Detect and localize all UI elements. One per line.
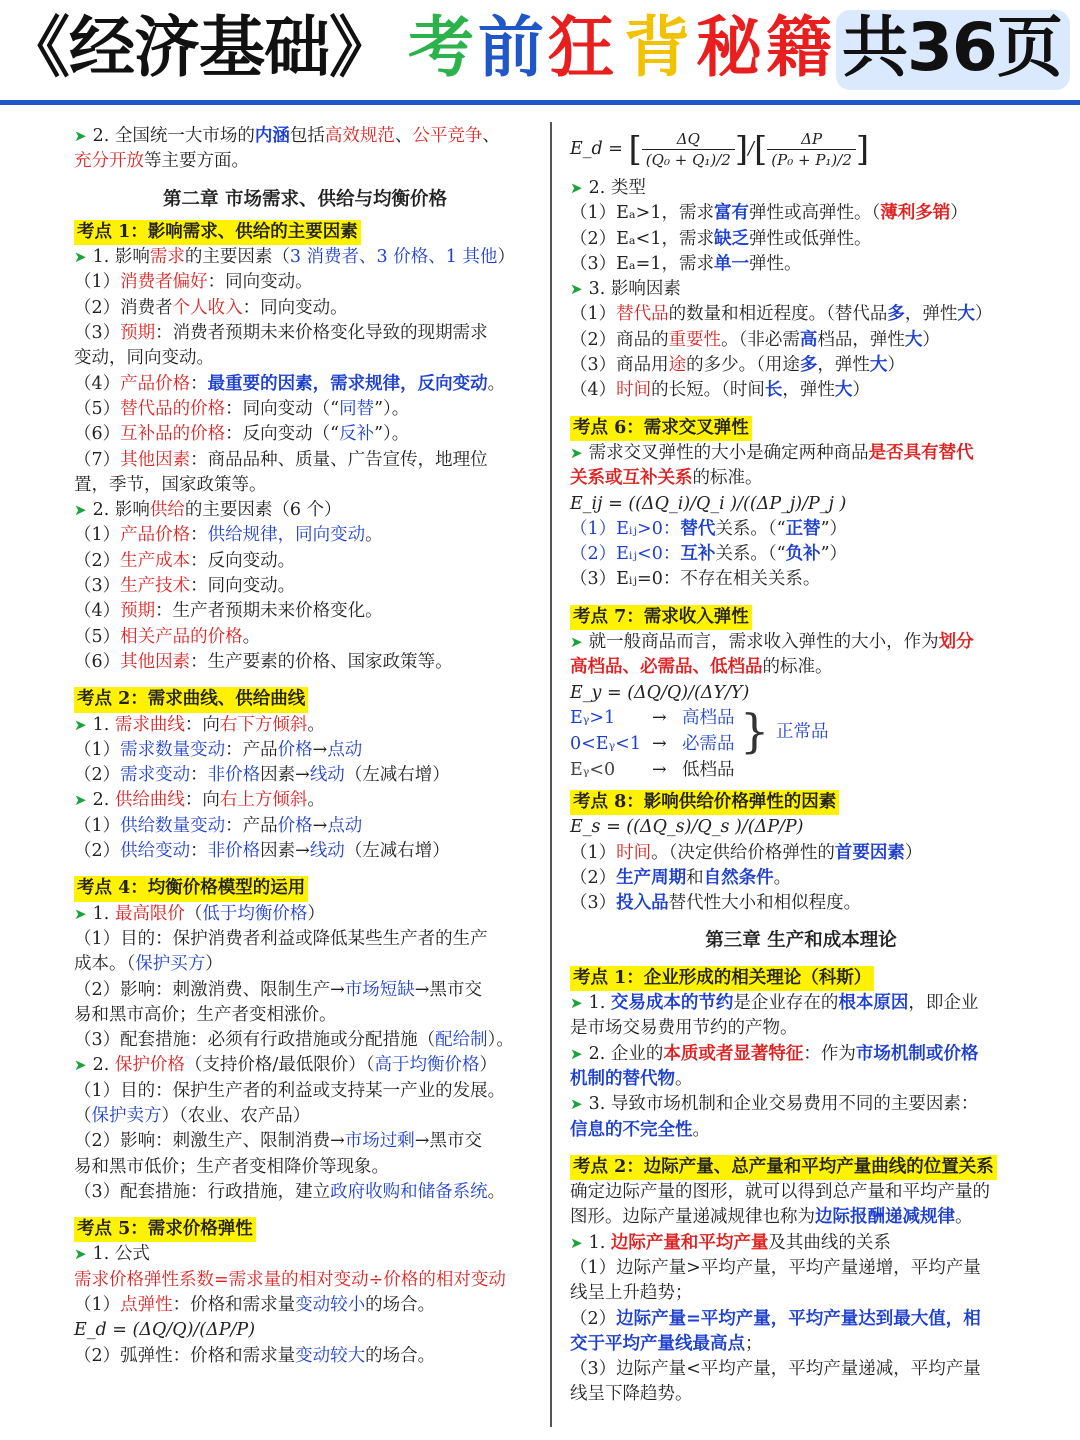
kd32-line: 图形。边际产量递减规律也称为边际报酬递减规律。 — [570, 1207, 973, 1228]
kd2-line: ➤ 1. 需求曲线：向右下方倾斜。 — [74, 714, 325, 735]
kd6-formula: E_ij = ((ΔQ_i)/Q_i )/((ΔP_j)/P_j ) — [570, 493, 847, 514]
kd4-line: 易和黑市低价；生产者变相降价等现象。 — [74, 1156, 389, 1177]
kd2-line: （2）需求变动：非价格因素→线动（左减右增） — [74, 765, 450, 786]
kd7-line: 高档品、必需品、低档品的标准。 — [570, 657, 833, 678]
arrow-icon: ➤ — [74, 791, 87, 810]
arrow-icon: ➤ — [570, 1044, 583, 1063]
kd32-line: 确定边际产量的图形，就可以得到总产量和平均产量的 — [570, 1182, 990, 1203]
title-char-kao: 考 — [408, 9, 473, 86]
kd6-line: （2）Eᵢⱼ<0：互补关系。（“负补”） — [570, 544, 848, 565]
brace-icon: } — [740, 703, 770, 758]
kd1-line: ➤ 1. 影响需求的主要因素（3 消费者、3 价格、1 其他） — [74, 247, 515, 268]
kd6-heading: 考点 6：需求交叉弹性 — [570, 416, 752, 441]
grade-normal: 正常品 — [776, 721, 829, 742]
kd4-line: 成本。（保护买方） — [74, 954, 223, 975]
income-elasticity-grades — [570, 703, 1032, 782]
kd1-line: （4）产品价格：最重要的因素，需求规律，反向变动。 — [74, 373, 506, 394]
kd5-line: ➤ 1. 公式 — [74, 1244, 150, 1265]
kd1-line: （2）消费者个人收入：同向变动。 — [74, 297, 348, 318]
grade-necessity: 必需品 — [682, 733, 735, 754]
types-line: （3）Eₐ=1，需求单一弹性。 — [570, 253, 802, 274]
kd31-line: 是市场交易费用节约的产物。 — [570, 1018, 798, 1039]
kd1-line: ➤ 2. 影响供给的主要因素（6 个） — [74, 500, 342, 521]
kd32-line: （1）边际产量>平均产量，平均产量递增，平均产量 — [570, 1257, 981, 1278]
kd4-line: （2）影响：刺激生产、限制消费→市场过剩→黑市交 — [74, 1131, 482, 1152]
title-char-bei: 背 — [624, 9, 689, 86]
kd1-line: （5）替代品的价格：同向变动（“同替”）。 — [74, 398, 410, 419]
title-char-ji: 籍 — [766, 9, 831, 86]
left-column — [74, 124, 536, 1369]
kd8-formula: E_s = ((ΔQ_s)/Q_s )/(ΔP/P) — [570, 817, 804, 838]
kd32-line: ➤ 1. 边际产量和平均产量及其曲线的关系 — [570, 1232, 891, 1253]
right-column — [570, 124, 1032, 1408]
arrow-right-icon: → — [652, 759, 667, 780]
kd5-formula: E_d = (ΔQ/Q)/(ΔP/P) — [74, 1320, 256, 1341]
title-char-qian: 前 — [478, 9, 543, 86]
factors-line: （3）商品用途的多少。（用途多，弹性大） — [570, 355, 905, 376]
intro-line: ➤ 2. 全国统一大市场的内涵包括高效规范、公平竞争、 — [74, 126, 500, 146]
kd4-line: （1）目的：保护生产者的利益或支持某一产业的发展。 — [74, 1080, 506, 1101]
arrow-right-icon: → — [652, 733, 667, 754]
factors-line: （2）商品的重要性。（非必需高档品，弹性大） — [570, 329, 940, 350]
kd4-line: ➤ 1. 最高限价（低于均衡价格） — [74, 903, 325, 924]
kd31-line: ➤ 3. 导致市场机制和企业交易费用不同的主要因素： — [570, 1094, 979, 1115]
arrow-icon: ➤ — [570, 633, 583, 652]
arrow-icon: ➤ — [570, 443, 583, 462]
kd2-line: ➤ 2. 供给曲线：向右上方倾斜。 — [74, 790, 325, 811]
kd7-formula: E_y = (ΔQ/Q)/(ΔY/Y) — [570, 682, 750, 703]
arrow-icon: ➤ — [570, 1095, 583, 1114]
kd31-line: 机制的替代物。 — [570, 1068, 693, 1089]
kd1-heading: 考点 1：影响需求、供给的主要因素 — [74, 220, 361, 245]
kd6-line: 关系或互补关系的标准。 — [570, 468, 763, 489]
kd8-line: （1）时间。（决定供给价格弹性的首要因素） — [570, 842, 923, 863]
types-line: （2）Eₐ<1，需求缺乏弹性或低弹性。 — [570, 228, 872, 249]
kd2-line: （1）供给数量变动：产品价格→点动 — [74, 815, 363, 836]
arrow-icon: ➤ — [74, 248, 87, 267]
types-heading: ➤ 2. 类型 — [570, 178, 646, 198]
arrow-icon: ➤ — [74, 1056, 87, 1075]
factors-heading: ➤ 3. 影响因素 — [570, 279, 681, 300]
grade-cond-low: Eᵧ<0 — [570, 759, 616, 780]
kd2-line: （1）需求数量变动：产品价格→点动 — [74, 739, 363, 760]
kd1-line: （5）相关产品的价格。 — [74, 626, 261, 647]
kd6-line: （3）Eᵢⱼ=0：不存在相关关系。 — [570, 569, 821, 590]
column-divider — [550, 122, 552, 1427]
kd6-line: （1）Eᵢⱼ>0：替代关系。（“正替”） — [570, 518, 848, 539]
title-banner — [0, 0, 1080, 100]
kd32-line: （2）边际产量=平均产量，平均产量达到最大值，相 — [570, 1308, 981, 1329]
kd32-line: （3）边际产量<平均产量，平均产量递减，平均产量 — [570, 1359, 981, 1380]
kd8-heading: 考点 8：影响供给价格弹性的因素 — [570, 790, 839, 815]
title-char-kuang: 狂 — [548, 9, 613, 86]
kd1-line: （2）生产成本：反向变动。 — [74, 550, 296, 571]
kd1-line: （6）其他因素：生产要素的价格、国家政策等。 — [74, 651, 453, 672]
kd7-heading: 考点 7：需求收入弹性 — [570, 605, 752, 630]
kd32-line: 线呈下降趋势。 — [570, 1384, 693, 1405]
kd5-line: （2）弧弹性：价格和需求量变动较大的场合。 — [74, 1345, 436, 1366]
kd5-line: 需求价格弹性系数=需求量的相对变动÷价格的相对变动 — [74, 1269, 506, 1290]
arrow-icon: ➤ — [74, 501, 87, 520]
kd4-line: （保护卖方）（农业、农产品） — [74, 1105, 311, 1126]
arrow-icon: ➤ — [570, 280, 583, 299]
arrow-icon: ➤ — [74, 904, 87, 923]
title-rule — [0, 100, 1080, 105]
kd6-line: ➤ 需求交叉弹性的大小是确定两种商品是否具有替代 — [570, 442, 974, 463]
kd4-line: （1）目的：保护消费者利益或降低某些生产者的生产 — [74, 928, 488, 949]
grade-low: 低档品 — [682, 759, 735, 780]
kd4-heading: 考点 4：均衡价格模型的运用 — [74, 876, 308, 901]
kd31-line: 信息的不完全性。 — [570, 1119, 710, 1140]
kd5-heading: 考点 5：需求价格弹性 — [74, 1217, 256, 1242]
chapter3-title: 第三章 生产和成本理论 — [705, 930, 897, 952]
kd31-heading: 考点 1：企业形成的相关理论（科斯） — [570, 966, 874, 991]
kd1-line: （1）消费者偏好：同向变动。 — [74, 272, 313, 293]
kd8-line: （2）生产周期和自然条件。 — [570, 867, 792, 888]
kd2-heading: 考点 2：需求曲线、供给曲线 — [74, 687, 308, 712]
arrow-right-icon: → — [652, 707, 667, 728]
title-page-count: 共36页 — [842, 9, 1062, 86]
arrow-icon: ➤ — [570, 179, 583, 197]
kd1-line: 置，季节，国家政策等。 — [74, 474, 267, 495]
kd1-line: （1）产品价格：供给规律，同向变动。 — [74, 525, 383, 546]
kd32-line: 线呈上升趋势； — [570, 1283, 693, 1304]
kd1-line: （6）互补品的价格：反向变动（“反补”）。 — [74, 424, 410, 445]
kd4-line: （2）影响：刺激消费、限制生产→市场短缺→黑市交 — [74, 979, 482, 1000]
kd1-line: （4）预期：生产者预期未来价格变化。 — [74, 601, 383, 622]
kd1-line: （3）生产技术：同向变动。 — [74, 576, 296, 597]
arrow-icon: ➤ — [570, 1233, 583, 1252]
grade-cond-necessity: 0<Eᵧ<1 — [570, 733, 641, 754]
chapter2-title: 第二章 市场需求、供给与均衡价格 — [163, 188, 447, 210]
intro-line-2: 充分开放等主要方面。 — [74, 151, 249, 172]
grade-high: 高档品 — [682, 707, 735, 728]
kd8-line: （3）投入品替代性大小和相似程度。 — [570, 893, 862, 914]
kd7-line: ➤ 就一般商品而言，需求收入弹性的大小，作为划分 — [570, 632, 974, 653]
kd1-line: 变动，同向变动。 — [74, 348, 214, 369]
factors-line: （1）替代品的数量和相近程度。（替代品多，弹性大） — [570, 304, 993, 325]
kd2-line: （2）供给变动：非价格因素→线动（左减右增） — [74, 841, 450, 862]
kd32-line: 交于平均产量线最高点； — [570, 1333, 763, 1354]
arrow-icon: ➤ — [74, 127, 87, 145]
kd5-line: （1）点弹性：价格和需求量变动较小的场合。 — [74, 1295, 436, 1316]
kd4-line: ➤ 2. 保护价格（支持价格/最低限价）（高于均衡价格） — [74, 1055, 497, 1076]
kd31-line: ➤ 1. 交易成本的节约是企业存在的根本原因，即企业 — [570, 993, 979, 1014]
arrow-icon: ➤ — [74, 1245, 87, 1264]
kd31-line: ➤ 2. 企业的本质或者显著特征：作为市场机制或价格 — [570, 1043, 979, 1064]
kd4-line: （3）配套措施：必须有行政措施或分配措施（配给制）。 — [74, 1030, 514, 1051]
kd4-line: 易和黑市高价；生产者变相涨价。 — [74, 1004, 337, 1025]
kd4-line: （3）配套措施：行政措施，建立政府收购和储备系统。 — [74, 1181, 506, 1202]
arc-elasticity-formula: E_d = [ $\frac{\Delta Q}{\text{(Q₀ + Q₁)/2}}$ ]/[ $\frac{\Delta P}{\text{(P₀ + P₁)/2}}$ ] — [570, 129, 870, 170]
title-subject: 《经济基础》 — [4, 9, 394, 86]
kd1-line: （7）其他因素：商品品种、质量、广告宣传，地理位 — [74, 449, 488, 470]
kd1-line: （3）预期：消费者预期未来价格变化导致的现期需求 — [74, 323, 488, 344]
grade-cond-high: Eᵧ>1 — [570, 707, 616, 728]
arrow-icon: ➤ — [74, 715, 87, 734]
kd32-heading: 考点 2：边际产量、总产量和平均产量曲线的位置关系 — [570, 1155, 997, 1180]
title-char-mi: 秘 — [696, 9, 761, 86]
factors-line: （4）时间的长短。（时间长，弹性大） — [570, 380, 870, 401]
arrow-icon: ➤ — [570, 994, 583, 1013]
types-line: （1）Eₐ>1，需求富有弹性或高弹性。（薄利多销） — [570, 203, 968, 224]
